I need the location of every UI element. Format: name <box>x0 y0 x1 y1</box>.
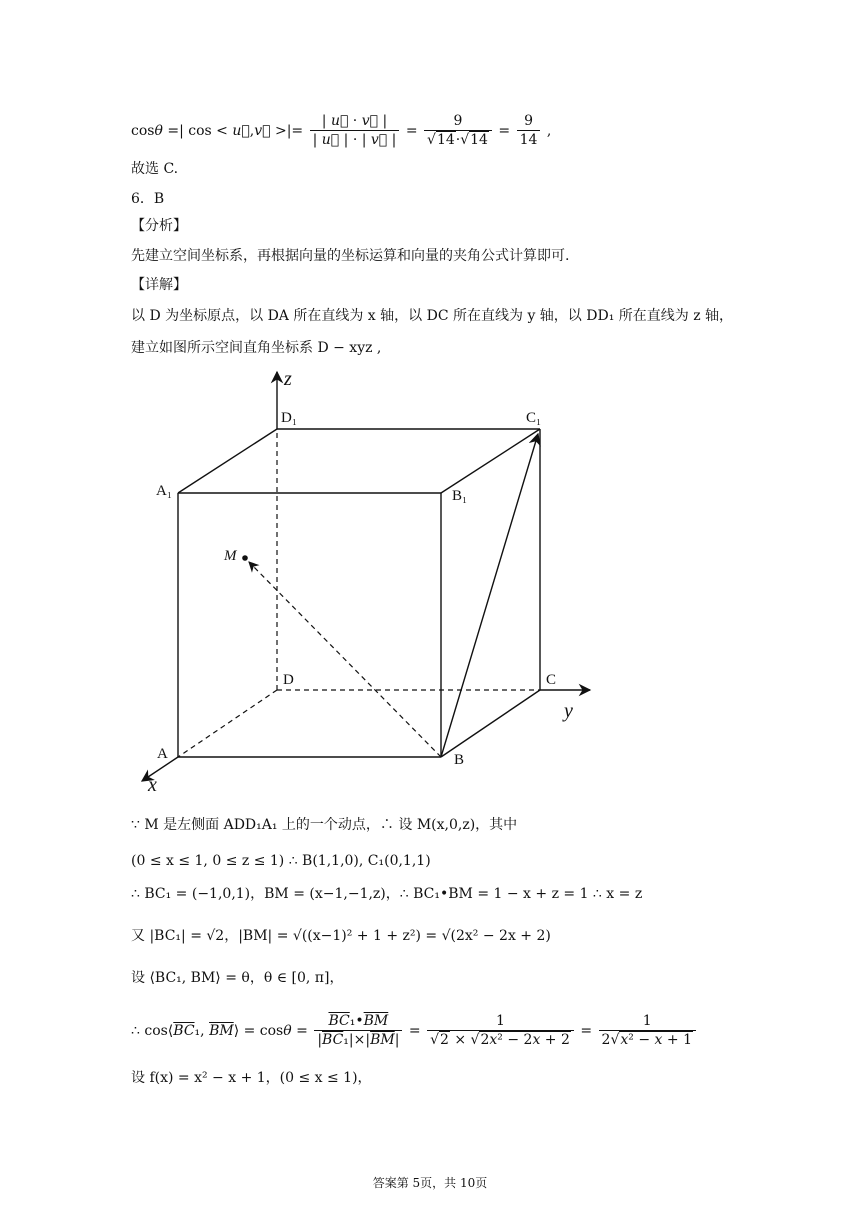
edge-a1-d1 <box>178 429 277 493</box>
range-line: (0 ≤ x ≤ 1, 0 ≤ z ≤ 1) ∴ B(1,1,0), C₁(0,1,1) <box>131 853 431 869</box>
label-m: M <box>224 548 237 564</box>
question-6-answer: 6．B <box>131 191 165 207</box>
answer-c: 故选 C. <box>131 161 179 177</box>
m-definition: ∵ M 是左侧面 ADD₁A₁ 上的一个动点，∴ 设 M(x,0,z)，其中 <box>131 817 518 833</box>
label-c1: C₁ <box>526 410 542 426</box>
label-b1: B₁ <box>452 488 468 504</box>
edge-b1-c1 <box>441 429 540 493</box>
point-m <box>242 555 248 561</box>
label-a1: A₁ <box>156 483 173 499</box>
cos-result-line: cosθ =| cos < u⃗,v⃗ >|= $\frac{| u⃗ \cdot v⃗ |}{| u⃗ | \cdot | v⃗ |}$ = $\frac{9}{√14\cdot√14}$ = $\frac{9}{14}$ , <box>131 113 552 148</box>
analysis-text: 先建立空间坐标系，再根据向量的坐标运算和向量的夹角公式计算即可. <box>131 248 570 264</box>
cos-result-text <box>131 112 132 113</box>
page-footer: 答案第 5页，共 10页 <box>372 1176 488 1190</box>
edge-b-c <box>441 690 540 757</box>
detail-heading: 【详解】 <box>131 277 187 293</box>
cos-formula-text <box>131 1012 132 1013</box>
label-b: B <box>454 752 465 768</box>
f-definition: 设 f(x) = x² − x + 1，(0 ≤ x ≤ 1)， <box>131 1070 372 1086</box>
vectors-line: ∴ BC₁ = (−1,0,1)，BM = (x−1,−1,z)，∴ BC₁•BM = 1 − x + z = 1 ∴ x = z <box>131 886 643 902</box>
hidden-edge-d-a <box>178 690 277 757</box>
setup-line-2: 建立如图所示空间直角坐标系 D − xyz , <box>131 340 382 356</box>
vector-bc1 <box>441 434 538 757</box>
label-c: C <box>546 672 557 688</box>
label-x: x <box>148 774 157 796</box>
label-y: y <box>564 700 573 722</box>
label-d1: D₁ <box>281 410 298 426</box>
label-a: A <box>157 746 168 762</box>
angle-definition: 设 ⟨BC₁, BM⟩ = θ，θ ∈ [0, π]， <box>131 970 344 986</box>
cube-figure <box>0 360 860 800</box>
magnitudes-line: 又 |BC₁| = √2，|BM| = √((x−1)² + 1 + z²) = √(2x² − 2x + 2) <box>131 928 551 944</box>
vector-bm <box>249 562 441 757</box>
setup-line-1: 以 D 为坐标原点，以 DA 所在直线为 x 轴，以 DC 所在直线为 y 轴，以 DD₁ 所在直线为 z 轴， <box>131 308 734 324</box>
analysis-heading: 【分析】 <box>131 218 187 234</box>
cos-formula-line: ∴ $\cos⟨\overline{BC}_1$, $\overline{BM}⟩ = \cos\theta$ = $\frac{\overline{BC}_1•\overline{BM}}{|\overline{BC}_1|\times|\overline{BM}|}$ = $\frac{1}{\text{√2 × √2x² − 2x + 2}}$ = $\frac{1}{\text{2√x² − x + 1}}$ <box>131 1012 698 1049</box>
label-z: z <box>284 368 292 390</box>
label-d: D <box>283 672 294 688</box>
